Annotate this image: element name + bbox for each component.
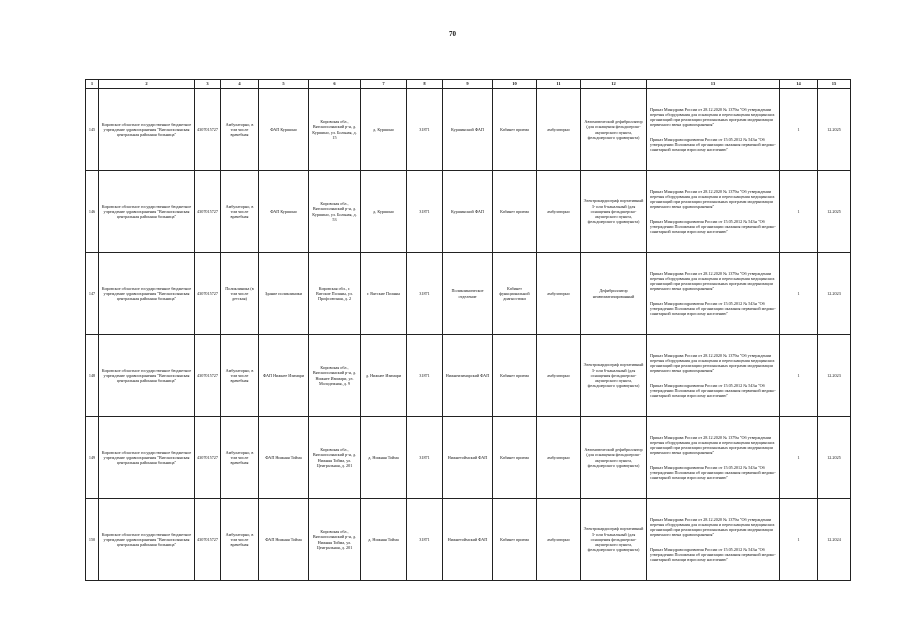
care-type: Поликлиника (в том числе детская) bbox=[221, 253, 259, 335]
unit-name: ФАП Куршино bbox=[259, 171, 309, 253]
table-row bbox=[86, 253, 851, 335]
column-number-row bbox=[86, 80, 851, 89]
oktmo-code: 31871 bbox=[407, 499, 443, 581]
organization-name: Кировское областное государственное бюджетное учреждение здравоохранения "Вятскополянская центральная районная больница" bbox=[99, 335, 195, 417]
care-type: Амбулаторно, в том числе врачебная bbox=[221, 171, 259, 253]
equipment-name: Дефибриллятор неавтоматизированный bbox=[581, 253, 647, 335]
unit-name: Здание поликлиники bbox=[259, 253, 309, 335]
room-name: Кабинет приема bbox=[493, 335, 537, 417]
row-number: 149 bbox=[86, 417, 99, 499]
organization-inn: 4307015727 bbox=[195, 89, 221, 171]
organization-name: Кировское областное государственное бюджетное учреждение здравоохранения "Вятскополянская центральная районная больница" bbox=[99, 417, 195, 499]
order-1379n: Приказ Минздрава России от 28.12.2020 № 1379н "Об утверждении перечня оборудования для оснащения и переоснащения медицинских организаций при реализации региональных программ модернизации первичного звена здравоохранения" bbox=[650, 188, 775, 210]
organization-inn: 4307015727 bbox=[195, 171, 221, 253]
equipment-quantity: 1 bbox=[780, 89, 818, 171]
order-1379n: Приказ Минздрава России от 28.12.2020 № 1379н "Об утверждении перечня оборудования для оснащения и переоснащения медицинских организаций при реализации региональных программ модернизации первичного звена здравоохранения" bbox=[650, 434, 775, 456]
column-header-2: 2 bbox=[99, 80, 195, 89]
care-type: Амбулаторно, в том числе врачебная bbox=[221, 335, 259, 417]
unit-address: Кировская обл., Вятскополянский р-н, д. Нижняя Тойма, ул. Центральная, д. 201 bbox=[309, 417, 361, 499]
room-name: Кабинет функциональной диагностики bbox=[493, 253, 537, 335]
equipment-name: Электрокардиограф портативный 3- или 6-канальный (для оснащения фельдшерско-акушерского пункта, фельдшерского здравпункта) bbox=[581, 499, 647, 581]
equipment-table bbox=[85, 79, 851, 581]
column-header-7: 7 bbox=[361, 80, 407, 89]
room-name: Кабинет приема bbox=[493, 89, 537, 171]
column-header-4: 4 bbox=[221, 80, 259, 89]
locality: д. Нижняя Тойма bbox=[361, 499, 407, 581]
unit-address: Кировская обл., Вятскополянский р-н, д. Нижнее Изимари, ул. Молодежная, д. 9 bbox=[309, 335, 361, 417]
regulation-orders bbox=[647, 171, 780, 253]
regulation-orders bbox=[647, 499, 780, 581]
equipment-quantity: 1 bbox=[780, 253, 818, 335]
structural-unit: Поликлиническое отделение bbox=[443, 253, 493, 335]
unit-address: Кировская обл., г. Вятские Поляны, ул. Профсоюзная, д. 2 bbox=[309, 253, 361, 335]
equipment-name: Электрокардиограф портативный 3- или 6-канальный (для оснащения фельдшерско-акушерского пункта, фельдшерского здравпункта) bbox=[581, 171, 647, 253]
column-header-14: 14 bbox=[780, 80, 818, 89]
care-condition: амбулаторно bbox=[537, 417, 581, 499]
care-condition: амбулаторно bbox=[537, 335, 581, 417]
delivery-date: 12.2025 bbox=[818, 417, 851, 499]
regulation-orders bbox=[647, 335, 780, 417]
row-number: 146 bbox=[86, 171, 99, 253]
order-543n: Приказ Минздравсоцразвития России от 15.05.2012 № 543н "Об утверждении Положения об организации оказания первичной медико-санитарной помощи взрослому населению" bbox=[650, 218, 776, 235]
oktmo-code: 31871 bbox=[407, 89, 443, 171]
table-row bbox=[86, 417, 851, 499]
row-number: 145 bbox=[86, 89, 99, 171]
order-543n: Приказ Минздравсоцразвития России от 15.05.2012 № 543н "Об утверждении Положения об организации оказания первичной медико-санитарной помощи взрослому населению" bbox=[650, 136, 776, 153]
order-1379n: Приказ Минздрава России от 28.12.2020 № 1379н "Об утверждении перечня оборудования для оснащения и переоснащения медицинских организаций при реализации региональных программ модернизации первичного звена здравоохранения" bbox=[650, 516, 775, 538]
organization-name: Кировское областное государственное бюджетное учреждение здравоохранения "Вятскополянская центральная районная больница" bbox=[99, 253, 195, 335]
equipment-quantity: 1 bbox=[780, 499, 818, 581]
unit-name: ФАП Нижнее Изимари bbox=[259, 335, 309, 417]
delivery-date: 12.2023 bbox=[818, 335, 851, 417]
oktmo-code: 31871 bbox=[407, 335, 443, 417]
equipment-quantity: 1 bbox=[780, 171, 818, 253]
column-header-11: 11 bbox=[537, 80, 581, 89]
care-type: Амбулаторно, в том числе врачебная bbox=[221, 417, 259, 499]
table-row bbox=[86, 335, 851, 417]
organization-name: Кировское областное государственное бюджетное учреждение здравоохранения "Вятскополянская центральная районная больница" bbox=[99, 499, 195, 581]
organization-inn: 4307015727 bbox=[195, 335, 221, 417]
table-header bbox=[86, 80, 851, 89]
table-row bbox=[86, 89, 851, 171]
unit-address: Кировская обл., Вятскополянский р-н, д. Нижняя Тойма, ул. Центральная, д. 201 bbox=[309, 499, 361, 581]
column-header-15: 15 bbox=[818, 80, 851, 89]
oktmo-code: 31871 bbox=[407, 417, 443, 499]
column-header-6: 6 bbox=[309, 80, 361, 89]
unit-address: Кировская обл., Вятскополянский р-н, д. Куршино, ул. Больная, д. 15 bbox=[309, 89, 361, 171]
column-header-10: 10 bbox=[493, 80, 537, 89]
unit-name: ФАП Куршино bbox=[259, 89, 309, 171]
order-1379n: Приказ Минздрава России от 28.12.2020 № 1379н "Об утверждении перечня оборудования для оснащения и переоснащения медицинских организаций при реализации региональных программ модернизации первичного звена здравоохранения" bbox=[650, 352, 775, 374]
delivery-date: 12.2023 bbox=[818, 253, 851, 335]
table-row bbox=[86, 499, 851, 581]
delivery-date: 12.2025 bbox=[818, 89, 851, 171]
care-type: Амбулаторно, в том числе врачебная bbox=[221, 89, 259, 171]
order-543n: Приказ Минздравсоцразвития России от 15.05.2012 № 543н "Об утверждении Положения об организации оказания первичной медико-санитарной помощи взрослому населению" bbox=[650, 300, 776, 317]
organization-name: Кировское областное государственное бюджетное учреждение здравоохранения "Вятскополянская центральная районная больница" bbox=[99, 89, 195, 171]
delivery-date: 12.2025 bbox=[818, 171, 851, 253]
column-header-5: 5 bbox=[259, 80, 309, 89]
care-condition: амбулаторно bbox=[537, 89, 581, 171]
care-condition: амбулаторно bbox=[537, 253, 581, 335]
organization-inn: 4307015727 bbox=[195, 499, 221, 581]
table-row bbox=[86, 171, 851, 253]
equipment-name: Автоматический дефибриллятор (для оснащения фельдшерско-акушерского пункта, фельдшерского здравпункта) bbox=[581, 89, 647, 171]
regulation-orders bbox=[647, 253, 780, 335]
unit-name: ФАП Нижняя Тойма bbox=[259, 417, 309, 499]
room-name: Кабинет приема bbox=[493, 417, 537, 499]
unit-address: Кировская обл., Вятскополянский р-н, д. Куршино, ул. Больная, д. 53 bbox=[309, 171, 361, 253]
column-header-3: 3 bbox=[195, 80, 221, 89]
locality: д. Куршино bbox=[361, 171, 407, 253]
oktmo-code: 31871 bbox=[407, 171, 443, 253]
structural-unit: Нижнеизимарский ФАП bbox=[443, 335, 493, 417]
equipment-name: Электрокардиограф портативный 3- или 6-канальный (для оснащения фельдшерско-акушерского пункта, фельдшерского здравпункта) bbox=[581, 335, 647, 417]
locality: г. Вятские Поляны bbox=[361, 253, 407, 335]
row-number: 148 bbox=[86, 335, 99, 417]
column-header-12: 12 bbox=[581, 80, 647, 89]
locality: д. Нижнее Изимари bbox=[361, 335, 407, 417]
care-condition: амбулаторно bbox=[537, 171, 581, 253]
order-543n: Приказ Минздравсоцразвития России от 15.05.2012 № 543н "Об утверждении Положения об организации оказания первичной медико-санитарной помощи взрослому населению" bbox=[650, 382, 776, 399]
regulation-orders bbox=[647, 417, 780, 499]
column-header-8: 8 bbox=[407, 80, 443, 89]
regulation-orders bbox=[647, 89, 780, 171]
locality: д. Нижняя Тойма bbox=[361, 417, 407, 499]
page-number: 70 bbox=[449, 30, 456, 38]
oktmo-code: 31871 bbox=[407, 253, 443, 335]
locality: д. Куршино bbox=[361, 89, 407, 171]
structural-unit: Нижнетоймский ФАП bbox=[443, 499, 493, 581]
equipment-quantity: 1 bbox=[780, 417, 818, 499]
column-header-1: 1 bbox=[86, 80, 99, 89]
column-header-9: 9 bbox=[443, 80, 493, 89]
organization-name: Кировское областное государственное бюджетное учреждение здравоохранения "Вятскополянская центральная районная больница" bbox=[99, 171, 195, 253]
structural-unit: Куршинский ФАП bbox=[443, 89, 493, 171]
order-1379n: Приказ Минздрава России от 28.12.2020 № 1379н "Об утверждении перечня оборудования для оснащения и переоснащения медицинских организаций при реализации региональных программ модернизации первичного звена здравоохранения" bbox=[650, 106, 775, 128]
equipment-name: Автоматический дефибриллятор (для оснащения фельдшерско-акушерского пункта, фельдшерского здравпункта) bbox=[581, 417, 647, 499]
row-number: 147 bbox=[86, 253, 99, 335]
order-543n: Приказ Минздравсоцразвития России от 15.05.2012 № 543н "Об утверждении Положения об организации оказания первичной медико-санитарной помощи взрослому населению" bbox=[650, 464, 776, 481]
unit-name: ФАП Нижняя Тойма bbox=[259, 499, 309, 581]
room-name: Кабинет приема bbox=[493, 499, 537, 581]
delivery-date: 12.2024 bbox=[818, 499, 851, 581]
order-1379n: Приказ Минздрава России от 28.12.2020 № 1379н "Об утверждении перечня оборудования для оснащения и переоснащения медицинских организаций при реализации региональных программ модернизации первичного звена здравоохранения" bbox=[650, 270, 775, 292]
structural-unit: Куршинский ФАП bbox=[443, 171, 493, 253]
care-condition: амбулаторно bbox=[537, 499, 581, 581]
room-name: Кабинет приема bbox=[493, 171, 537, 253]
care-type: Амбулаторно, в том числе врачебная bbox=[221, 499, 259, 581]
organization-inn: 4307015727 bbox=[195, 417, 221, 499]
organization-inn: 4307015727 bbox=[195, 253, 221, 335]
structural-unit: Нижнетоймский ФАП bbox=[443, 417, 493, 499]
order-543n: Приказ Минздравсоцразвития России от 15.05.2012 № 543н "Об утверждении Положения об организации оказания первичной медико-санитарной помощи взрослому населению" bbox=[650, 546, 776, 563]
table-body bbox=[86, 89, 851, 581]
column-header-13: 13 bbox=[647, 80, 780, 89]
row-number: 150 bbox=[86, 499, 99, 581]
equipment-quantity: 1 bbox=[780, 335, 818, 417]
